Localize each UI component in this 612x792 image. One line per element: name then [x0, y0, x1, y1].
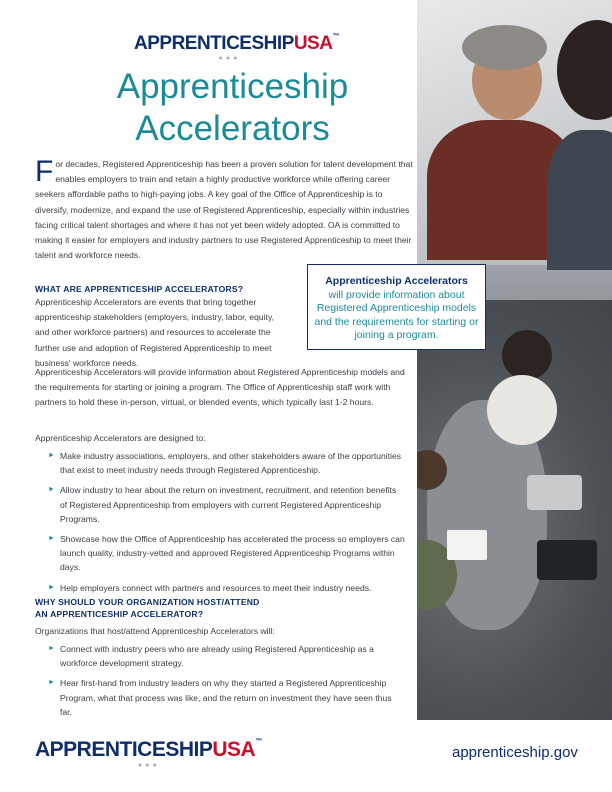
photo-meeting-overhead	[417, 300, 612, 720]
list-item: ► Allow industry to hear about the return on investment, recruitment, and retention benefits of Registered Apprenticeship from employers with current Registered Apprenticeship Programs.	[48, 485, 397, 524]
footer-logo	[35, 738, 262, 770]
list-item: ► Help employers connect with partners and resources to meet their industry needs.	[35, 581, 405, 595]
logo-stars-icon: ★★★	[137, 763, 160, 769]
section1-paragraph-3: Apprenticeship Accelerators are designed to:	[35, 433, 206, 443]
triangle-bullet-icon: ►	[48, 535, 55, 543]
section-heading-what: WHAT ARE APPRENTICESHIP ACCELERATORS?	[35, 284, 244, 294]
apprenticeship-usa-logo	[134, 33, 339, 63]
photo-collage	[417, 0, 612, 720]
triangle-bullet-icon: ►	[48, 679, 55, 687]
callout-title: Apprenticeship Accelerators	[325, 275, 468, 287]
triangle-bullet-icon: ►	[48, 645, 55, 652]
callout-box	[307, 264, 486, 350]
intro-paragraph: For decades, Registered Apprenticeship has been a proven solution for talent development that enables employers to train and retain a highly productive workforce while offering career seekers affordable paths to high-paying jobs. A key goal of the Office of Apprenticeship is to diversify, modernize, and expand the use of Registered Apprenticeship, especially within industries facing critical talent shortages and where it has not yet been widely adopted. OA is committed to making it easier for employers and industry partners to use Registered Apprenticeship to meet their talent and workforce needs.	[35, 155, 413, 261]
section1-paragraph-2: Apprenticeship Accelerators will provide information about Registered Apprenticeship models and the requirements for starting or joining a program. The Office of Apprenticeship staff work with partners to hold these in-person, virtual, or blended events, which typically last 1-2 hours.	[35, 367, 405, 408]
list-item: ► Showcase how the Office of Apprenticeship has accelerated the process so employers can launch quality, industry-vetted and approved Registered Apprenticeship Programs within days.	[48, 534, 405, 573]
section1-bullet-list	[35, 449, 405, 601]
callout-text: will provide information about Registered Apprenticeship models and the requirements for starting or joining a program.	[314, 288, 479, 341]
triangle-bullet-icon: ►	[48, 583, 55, 591]
logo-wordmark: APPRENTICESHIPUSA™	[134, 33, 339, 54]
logo-wordmark: APPRENTICESHIPUSA™	[35, 738, 262, 761]
list-item: ► Hear first-hand from industry leaders on why they started a Registered Apprenticeship Program, what that process was like, and the return on investment they have seen thus far.	[48, 678, 392, 717]
section1-paragraph-1: Apprenticeship Accelerators are events that bring together apprenticeship stakeholders (employers, industry, labor, equity, and other workforce partners) and resources to accelerate the further use and adoption of Registered Apprenticeship to meet business' workforce needs.	[35, 297, 274, 368]
footer-url-link[interactable]: apprenticeship.gov	[452, 744, 578, 761]
section-heading-why: WHY SHOULD YOUR ORGANIZATION HOST/ATTEND AN APPRENTICESHIP ACCELERATOR?	[35, 597, 260, 619]
drop-cap: F	[35, 155, 54, 188]
triangle-bullet-icon: ►	[48, 486, 55, 494]
logo-stars-icon: ★★★	[217, 56, 241, 62]
photo-colleagues-talking	[417, 0, 612, 265]
triangle-bullet-icon: ►	[48, 452, 55, 459]
section2-bullet-list	[35, 642, 405, 725]
list-item: ► Connect with industry peers who are already using Registered Apprenticeship as a workforce development strategy.	[48, 644, 374, 669]
list-item: ► Make industry associations, employers, and other stakeholders aware of the opportunities that exist to meet industry needs through Registered Apprenticeship.	[48, 451, 402, 476]
page-title: Apprenticeship Accelerators	[116, 67, 349, 148]
section2-paragraph: Organizations that host/attend Apprenticeship Accelerators will:	[35, 626, 275, 636]
